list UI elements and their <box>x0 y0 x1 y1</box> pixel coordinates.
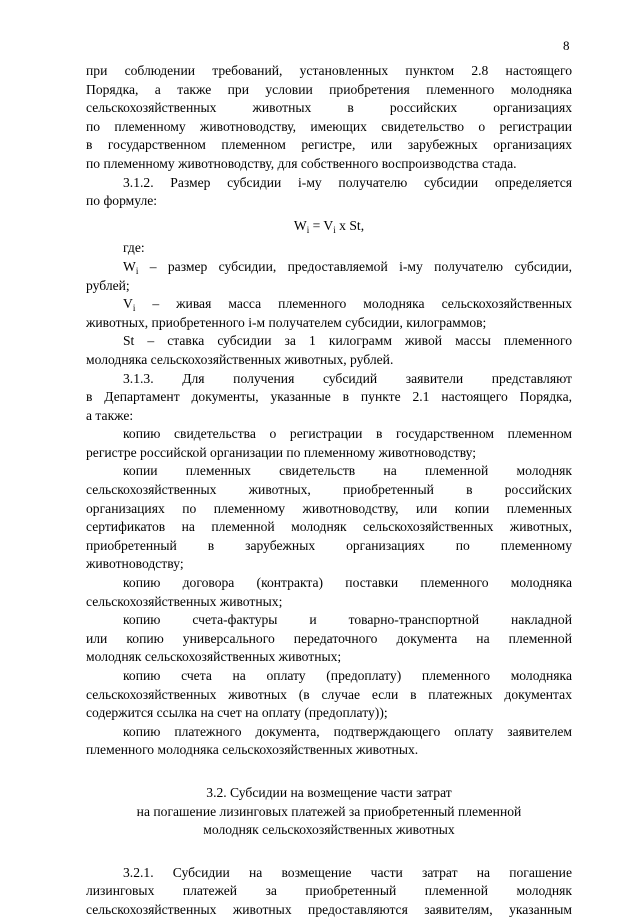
definition-w <box>86 258 572 295</box>
intro-paragraph <box>86 62 572 174</box>
text-line: содержится ссылка на счет на оплату (предоплату)); <box>86 705 388 721</box>
section-heading-3-2 <box>86 784 572 840</box>
formula-equals-v: = V <box>309 217 334 233</box>
text-line: сельскохозяйственных животных; <box>86 593 283 609</box>
text-line: 3.1.2. Размер субсидии i-му получателю субсидии определяется <box>123 174 572 190</box>
heading-line: на погашение лизинговых платежей за приобретенный племенной <box>136 803 522 819</box>
text-line: копии племенных свидетельств на племенной молодняк <box>123 463 572 479</box>
text-line: копию свидетельства о регистрации в государственном племенном <box>123 426 572 442</box>
paragraph-3-1-2 <box>86 174 572 211</box>
text-line: по племенному животноводству, для собственного воспроизводства стада. <box>86 155 517 171</box>
spacer <box>86 760 572 784</box>
document-item <box>86 667 572 723</box>
where-label: где: <box>123 240 145 256</box>
text-line: St – ставка субсидии за 1 килограмм живой массы племенного <box>123 333 572 349</box>
text-line: сельскохозяйственных животных предоставляются заявителям, указанным <box>86 901 572 917</box>
formula-sub-i: i <box>333 224 336 235</box>
text-line: в государственном племенном регистре, или зарубежных организациях <box>86 137 572 153</box>
text-line: рублей; <box>86 277 130 293</box>
text-line: по формуле: <box>86 193 158 209</box>
text-line: животных, приобретенного i-м получателем субсидии, килограммов; <box>86 314 487 330</box>
paragraph-3-2-1 <box>86 864 572 920</box>
text-line: а также: <box>86 407 134 423</box>
text-line: Порядка, а также при условии приобретения племенного молодняка <box>86 81 572 97</box>
definition-st <box>86 332 572 369</box>
text-line: копию договора (контракта) поставки племенного молодняка <box>123 575 572 591</box>
document-item <box>86 611 572 667</box>
text-line: $W_i$ – размер субсидии, предоставляемой i-му получателю субсидии, <box>123 258 572 276</box>
text-line: 3.2.1. Субсидии на возмещение части затрат на погашение <box>123 864 572 880</box>
text-line: молодняка сельскохозяйственных животных, рублей. <box>86 351 394 367</box>
formula-rest: x St, <box>335 217 365 233</box>
document-item <box>86 723 572 760</box>
heading-line: 3.2. Субсидии на возмещение части затрат <box>206 784 452 800</box>
paragraph-3-1-3 <box>86 370 572 426</box>
text-line: сельскохозяйственных животных в российских организациях <box>86 100 572 116</box>
text-line: племенного молодняка сельскохозяйственных животных. <box>86 742 419 758</box>
document-body <box>86 62 572 920</box>
text-line: сельскохозяйственных животных, приобретенный в российских <box>86 482 572 498</box>
text-line: копию счета-фактуры и товарно-транспортной накладной <box>123 612 572 628</box>
text-line: сертификатов на племенной молодняк сельскохозяйственных животных, <box>86 519 572 535</box>
text-line: сельскохозяйственных животных (в случае если в платежных документах <box>86 686 572 702</box>
document-item <box>86 425 572 462</box>
text-line: при соблюдении требований, установленных пунктом 2.8 настоящего <box>86 63 572 78</box>
heading-line: молодняк сельскохозяйственных животных <box>203 822 455 838</box>
definition-v <box>86 295 572 332</box>
document-item <box>86 462 572 574</box>
text-line: в Департамент документы, указанные в пункте 2.1 настоящего Порядка, <box>86 389 572 405</box>
text-line: 3.1.3. Для получения субсидий заявители представляют <box>123 370 572 386</box>
text-line: копию платежного документа, подтверждающего оплату заявителем <box>123 723 572 739</box>
formula-sub-i: i <box>306 224 310 235</box>
text-line: лизинговых платежей за приобретенный племенной молодняк <box>86 883 572 899</box>
text-line: или копию универсального передаточного документа на племенной <box>86 630 572 646</box>
text-line: по племенному животноводству, имеющих свидетельство о регистрации <box>86 118 572 134</box>
text-line: регистре российской организации по племенному животноводству; <box>86 444 477 460</box>
page-number: 8 <box>563 38 570 53</box>
text-line: копию счета на оплату (предоплату) племенного молодняка <box>123 668 572 683</box>
subsidy-formula <box>86 217 572 236</box>
spacer <box>86 840 572 864</box>
text-line: приобретенный в зарубежных организациях по племенному <box>86 537 572 553</box>
formula-w: W <box>293 217 307 233</box>
text-line: организациях по племенному животноводству, или копии племенных <box>86 500 572 516</box>
document-item <box>86 574 572 611</box>
text-line: $V_i$ – живая масса племенного молодняка сельскохозяйственных <box>123 296 572 314</box>
text-line: животноводству; <box>86 556 184 572</box>
text-line: молодняк сельскохозяйственных животных; <box>86 649 342 665</box>
